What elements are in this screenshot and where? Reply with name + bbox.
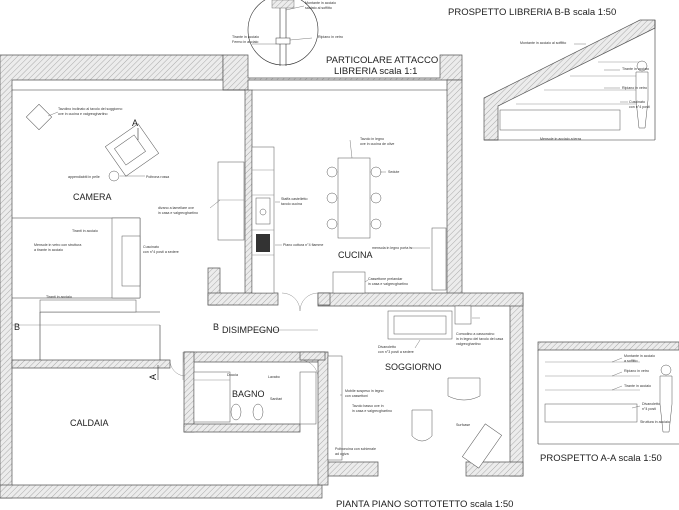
note-tavolo-legno: Tavolo in legno — [360, 137, 384, 141]
section-marker-a-bottom: A — [148, 373, 158, 380]
note-appendiabiti: appendiabiti in pelle — [68, 175, 100, 179]
note-poltrona: Poltrona rossa — [146, 175, 170, 179]
note-montante: Montante in acciaio — [305, 1, 336, 5]
note-mensole-2: a tirante in acciaio — [34, 248, 63, 252]
note-comodino-3: valgrecghartino — [456, 342, 481, 346]
cucina-furniture — [252, 147, 446, 293]
note-tavolino: Tavolino inclinato al tavolo del soggiorno — [58, 107, 123, 111]
note-poltroncina: Poltroncina con schienale — [335, 447, 376, 451]
note-bb-ripiano: Ripiano in vetro — [622, 86, 647, 90]
note-aa-divano-2: n°4 posti — [642, 407, 657, 411]
section-marker-b-right: B — [213, 322, 220, 332]
section-bb-drawing — [484, 20, 655, 141]
note-mobile-sospeso: Mobile sospeso in legno — [345, 389, 384, 393]
note-divano: Divanoletto — [378, 345, 396, 349]
note-bb-montante: Montante in acciaio al soffitto — [520, 41, 567, 45]
note-lavabo: Lavabo — [268, 375, 280, 379]
note-ripiano-vetro: Ripiano in vetro — [318, 35, 343, 39]
note-divano-letto: divano a lamellare ove — [158, 206, 194, 210]
note-tiranti-2: Tiranti in acciaio — [46, 295, 72, 299]
note-comodino-2: in in legno del tavolo del casa — [456, 337, 504, 341]
room-label-camera: CAMERA — [73, 192, 112, 202]
soggiorno-furniture — [328, 306, 510, 468]
note-aa-montante-2: a soffitto — [624, 359, 638, 363]
note-montante-2: saldato al soffitto — [305, 6, 332, 10]
title-detail-line2: LIBRERIA scala 1:1 — [334, 66, 418, 77]
note-tavolo-legno-2: ove in cucina de olive — [360, 142, 395, 146]
note-aa-montante: Montante in acciaio — [624, 354, 655, 358]
note-piano-cottura: Piano cottura n°4 fiamme — [283, 243, 324, 247]
note-cuscinato: Cuscinato — [143, 245, 159, 249]
note-tirante-det: Tirante in acciaio — [232, 35, 260, 39]
title-detail-line1: PARTICOLARE ATTACCO — [326, 55, 439, 66]
section-aa-drawing — [538, 342, 679, 444]
note-aa-divano: Divanoletto — [642, 402, 660, 406]
note-sanitari: Sanitari — [270, 397, 283, 401]
note-staffa-2: tavolo cucina — [281, 202, 302, 206]
note-bb-mensole: Mensole in acciaio a terra — [540, 137, 581, 141]
room-label-caldaia: CALDAIA — [70, 418, 109, 428]
note-sedute: Sedute — [388, 170, 400, 174]
note-tiranti: Tiranti in acciaio — [72, 229, 98, 233]
note-divano-letto-2: in casa e valgrecghartino — [158, 211, 198, 215]
note-surfcase: Surfcase — [456, 423, 471, 427]
note-mobile-sospeso-2: con cassettoni — [345, 394, 368, 398]
note-tavolo-basso: Tavolo basso ove in — [352, 404, 384, 408]
note-poltroncina-2: ad ogiva — [335, 452, 349, 456]
note-doccia: Doccia — [227, 373, 238, 377]
note-bb-cuscinato-2: con n°4 posti — [629, 105, 650, 109]
note-aa-struttura: Struttura in acciaio — [640, 420, 670, 424]
note-cuscinato-2: con n°4 posti a sedere — [143, 250, 179, 254]
room-label-bagno: BAGNO — [232, 389, 265, 399]
note-tavolo-basso-2: in casa e valgrecghartino — [352, 409, 392, 413]
note-mensola-legno: mensola in legno porta tv — [372, 246, 413, 250]
title-section-bb: PROSPETTO LIBRERIA B-B scala 1:50 — [448, 7, 617, 18]
note-bb-cuscinato: Cuscinato — [629, 100, 645, 104]
note-divano-2: con n°3 posti a sedere — [378, 350, 414, 354]
note-cassettone-2: in casa e valgrecghartino — [368, 282, 408, 286]
room-label-disimpegno: DISIMPEGNO — [222, 325, 280, 335]
title-plan: PIANTA PIANO SOTTOTETTO scala 1:50 — [336, 499, 514, 510]
note-comodino: Comodino a cassoncino — [456, 332, 495, 336]
note-bb-tirante: Tirante in acciaio — [622, 67, 650, 71]
room-label-soggiorno: SOGGIORNO — [385, 362, 442, 372]
note-tavolino-2: ove in cucina e valgrecghartino — [58, 112, 108, 116]
note-aa-ripiano: Ripiano in vetro — [624, 369, 649, 373]
note-tirante-det-2: Fermo in acciaio — [232, 40, 259, 44]
section-marker-a-top: A — [132, 118, 139, 128]
note-aa-tirante: Tirante in acciaio — [624, 384, 652, 388]
note-mensole: Mensole in vetro con struttura — [34, 243, 82, 247]
section-marker-b-left: B — [14, 322, 21, 332]
room-label-cucina: CUCINA — [338, 250, 373, 260]
note-staffa: Staffa castelletto — [281, 197, 308, 201]
note-cassettone: Cassettone prelandar — [368, 277, 403, 281]
title-section-aa: PROSPETTO A-A scala 1:50 — [540, 453, 662, 464]
